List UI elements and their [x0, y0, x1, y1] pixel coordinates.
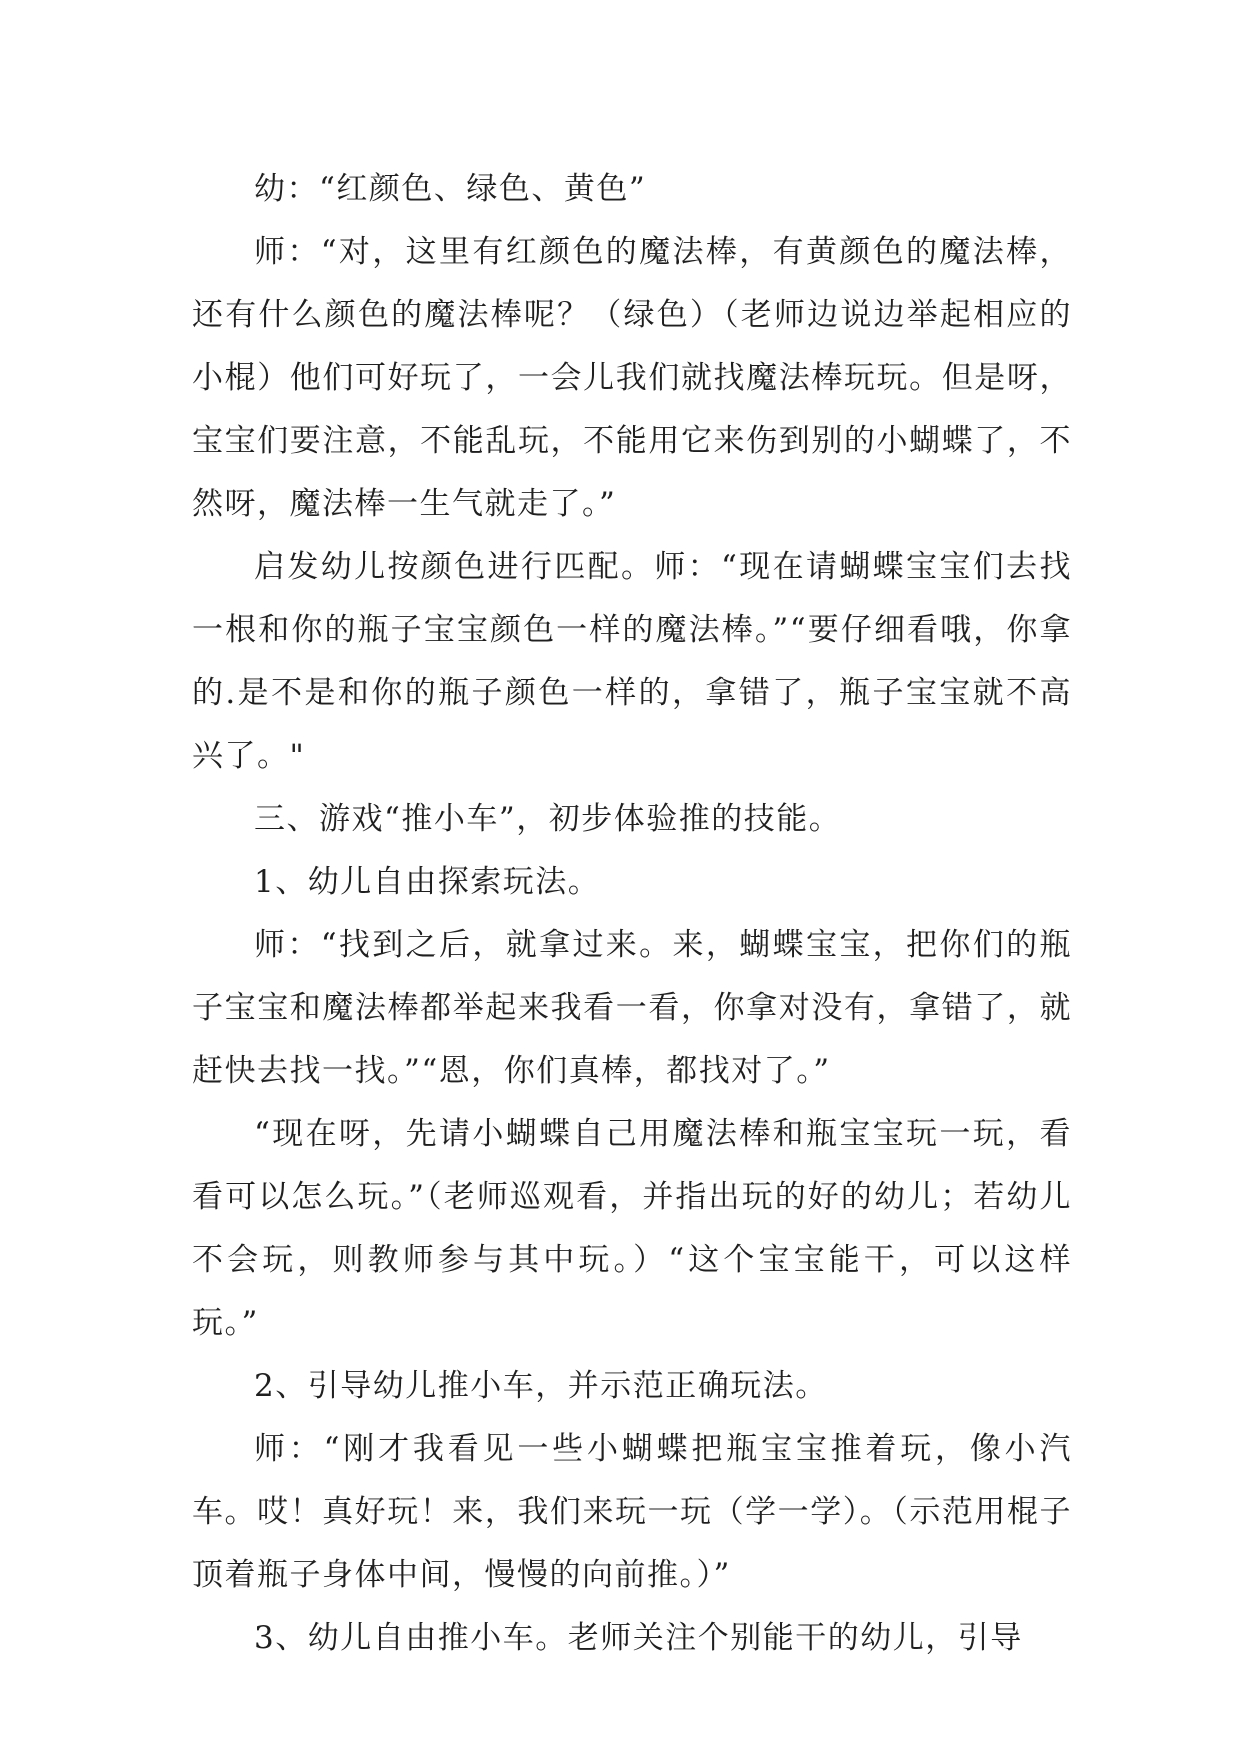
step-heading-3: 3、幼儿自由推小车。老师关注个别能干的幼儿，引导 — [254, 1620, 1023, 1656]
paragraph-teacher-magic-wand: 师：“对，这里有红颜色的魔法棒，有黄颜色的魔法棒，还有什么颜色的魔法棒呢？（绿色）（老师边说边举起相应的小棍）他们可好玩了，一会儿我们就找魔法棒玩玩。但是呀，宝宝们要注意，不能乱玩，不能用它来伤到别的小蝴蝶了，不然呀，魔法棒一生气就走了。” — [192, 234, 1072, 522]
body-text — [192, 158, 1072, 1670]
section-heading-push-cart: 三、游戏“推小车”，初步体验推的技能。 — [254, 801, 842, 837]
step-heading-2: 2、引导幼儿推小车，并示范正确玩法。 — [254, 1368, 828, 1404]
paragraph-color-matching: 启发幼儿按颜色进行匹配。师：“现在请蝴蝶宝宝们去找一根和你的瓶子宝宝颜色一样的魔法棒。”“要仔细看哦，你拿的.是不是和你的瓶子颜色一样的，拿错了，瓶子宝宝就不高兴了。" — [192, 549, 1072, 774]
paragraph-teacher-found: 师：“找到之后，就拿过来。来，蝴蝶宝宝，把你们的瓶子宝宝和魔法棒都举起来我看一看，你拿对没有，拿错了，就赶快去找一找。”“恩，你们真棒，都找对了。” — [192, 927, 1072, 1089]
paragraph-free-play: “现在呀，先请小蝴蝶自己用魔法棒和瓶宝宝玩一玩，看看可以怎么玩。”（老师巡观看，并指出玩的好的幼儿；若幼儿不会玩，则教师参与其中玩。）“这个宝宝能干，可以这样玩。” — [192, 1116, 1072, 1341]
paragraph-child-answer: 幼：“红颜色、绿色、黄色” — [254, 171, 647, 207]
step-heading-1: 1、幼儿自由探索玩法。 — [254, 864, 601, 900]
paragraph-teacher-demo: 师：“刚才我看见一些小蝴蝶把瓶宝宝推着玩，像小汽车。哎！真好玩！来，我们来玩一玩（学一学）。（示范用棍子顶着瓶子身体中间，慢慢的向前推。）” — [192, 1431, 1072, 1593]
